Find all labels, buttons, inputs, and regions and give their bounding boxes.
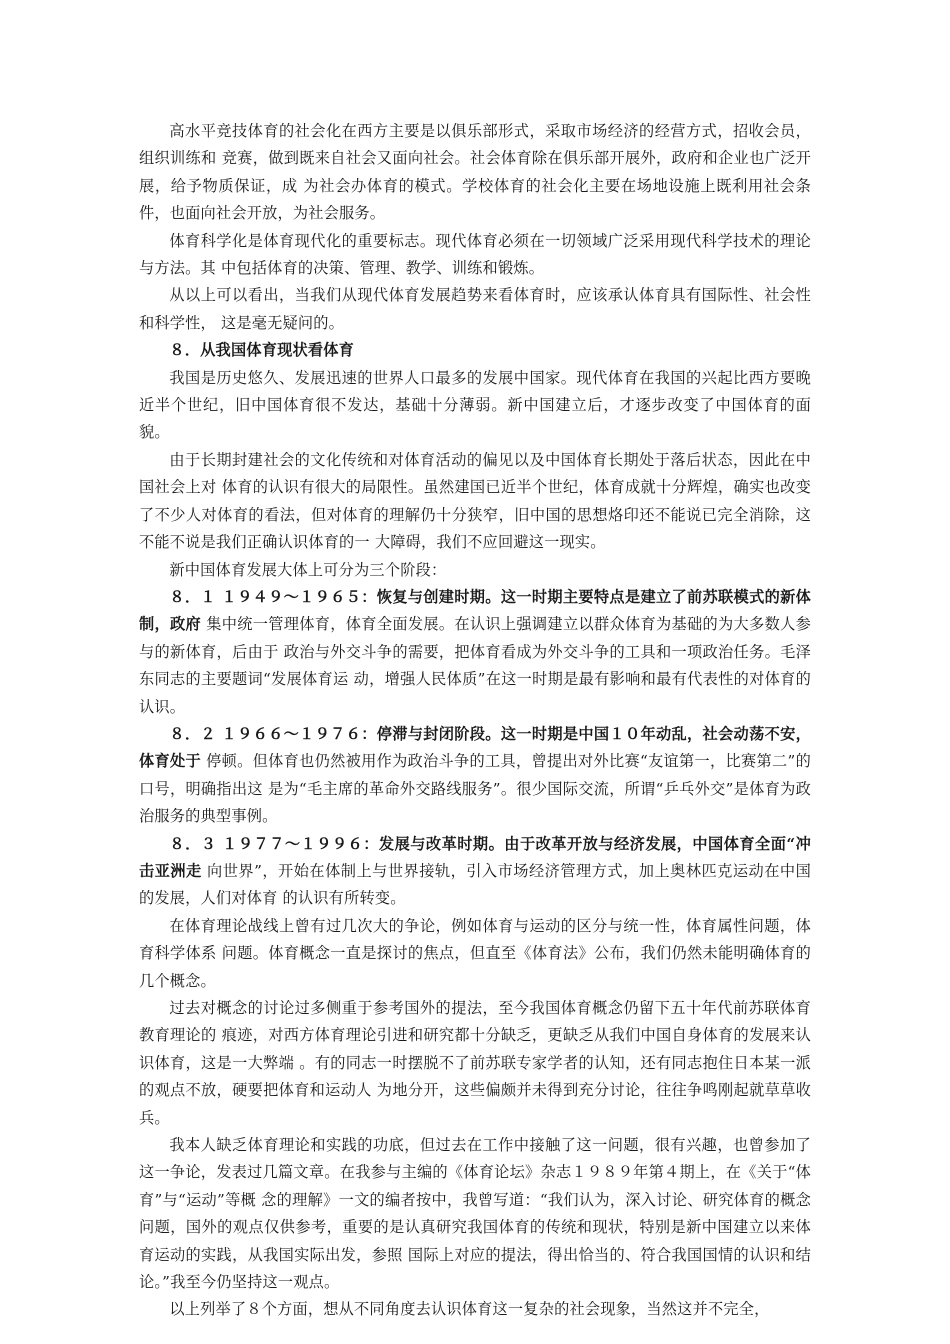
stage-3-body: 向世界”，开始在体制上与世界接轨，引入市场经济管理方式，加上奥林匹克运动在中国的发展，人们对体育 的认识有所转变。 [139,861,811,908]
paragraph-author-view: 我本人缺乏体育理论和实践的功底，但过去在工作中接触了这一问题，很有兴趣，也曾参加了这一争论，发表过几篇文章。在我参与主编的《体育论坛》杂志１９８９年第４期上，在《关于“体育”与“运动”等概 念的理解》一文的编者按中，我曾写道：“我们认为，深入讨论、研究体育的概念问题，国外的观点仅供参考，重要的是认真研究我国体育的传统和现状，特别是新中国建立以来体育运动的实践，从我国实际出发，参照 国际上对应的提法，得出恰当的、符合我国国情的认识和结论。”我至今仍坚持这一观点。 [139,1136,811,1292]
paragraph-debates: 在体育理论战线上曾有过几次大的争论，例如体育与运动的区分与统一性，体育属性问题，体育科学体系 问题。体育概念一直是探讨的焦点，但直至《体育法》公布，我们仍然未能明确体育的几个概念。 [139,916,811,990]
paragraph-history: 我国是历史悠久、发展迅速的世界人口最多的发展中国家。现代体育在我国的兴起比西方要晚近半个世纪，旧中国体育很不发达，基础十分薄弱。新中国建立后，才逐步改变了中国体育的面貌。 [139,368,811,442]
paragraph-stage-1 [139,584,811,721]
stage-2-body: 停顿。但体育也仍然被用作为政治斗争的工具，曾提出对外比赛“友谊第一，比赛第二”的口号，明确指出这 是为“毛主席的革命外交路线服务”。很少国际交流，所谓“乒乓外交”是体育为政治服务的典型事例。 [139,752,811,826]
section-heading-8: ８．从我国体育现状看体育 [169,341,355,360]
paragraph-stage-2 [139,721,811,831]
paragraph-club-socialization: 高水平竞技体育的社会化在西方主要是以俱乐部形式，采取市场经济的经营方式，招收会员，组织训练和 竞赛，做到既来自社会又面向社会。社会体育除在俱乐部开展外，政府和企业也广泛开展，给予物质保证，成 为社会办体育的模式。学校体育的社会化主要在场地设施上既利用社会条件，也面向社会开放，为社会服务。 [139,122,811,223]
paragraph-stage-3 [139,831,811,913]
paragraph-limitations: 由于长期封建社会的文化传统和对体育活动的偏见以及中国体育长期处于落后状态，因此在中国社会上对 体育的认识有很大的局限性。虽然建国已近半个世纪，体育成就十分辉煌，确实也改变了不少人对体育的看法，但对体育的理解仍十分狭窄，旧中国的思想烙印还不能说已完全消除，这不能不说是我们正确认识体育的一 大障碍，我们不应回避这一现实。 [139,450,811,552]
stage-2-title: ８．２ １９６６～１９７６：停滞与封闭阶段。这一时期是中国１０年动乱，社会动荡不安，体育处于 [139,724,811,771]
paragraph-conclusion-trends: 从以上可以看出，当我们从现代体育发展趋势来看体育时，应该承认体育具有国际性、社会性和科学性， 这是毫无疑问的。 [139,286,811,332]
paragraph-scientific: 体育科学化是体育现代化的重要标志。现代体育必须在一切领域广泛采用现代科学技术的理论与方法。其 中包括体育的决策、管理、教学、训练和锻炼。 [139,231,811,278]
paragraph-summary: 以上列举了８个方面，想从不同角度去认识体育这一复杂的社会现象，当然这并不完全， [169,1300,770,1319]
stage-3-title: ８．３ １９７７～１９９６：发展与改革时期。由于改革开放与经济发展，中国体育全面“冲击亚洲走 [139,834,811,880]
document-body [139,118,811,1324]
paragraph-three-stages: 新中国体育发展大体上可分为三个阶段： [169,560,447,579]
stage-1-body: 集中统一管理体育，体育全面发展。在认识上强调建立以群众体育为基础的为大多数人参与的新体育，后由于 政治与外交斗争的需要，把体育看成为外交斗争的工具和一项政治任务。毛泽东同志的主要题词“发展体育运 动，增强人民体质”在这一时期是最有影响和最有代表性的对体育的认识。 [139,615,811,716]
stage-1-title: ８．１ １９４９～１９６５：恢复与创建时期。这一时期主要特点是建立了前苏联模式的新体制，政府 [139,587,811,634]
paragraph-past-discussion: 过去对概念的讨论过多侧重于参考国外的提法，至今我国体育概念仍留下五十年代前苏联体育教育理论的 痕迹，对西方体育理论引进和研究都十分缺乏，更缺乏从我们中国自身体育的发展来认识体育，这是一大弊端 。有的同志一时摆脱不了前苏联专家学者的认知，还有同志抱住日本某一派的观点不放，硬要把体育和运动人 为地分开，这些偏颇并未得到充分讨论，往往争鸣刚起就草草收兵。 [139,999,811,1127]
